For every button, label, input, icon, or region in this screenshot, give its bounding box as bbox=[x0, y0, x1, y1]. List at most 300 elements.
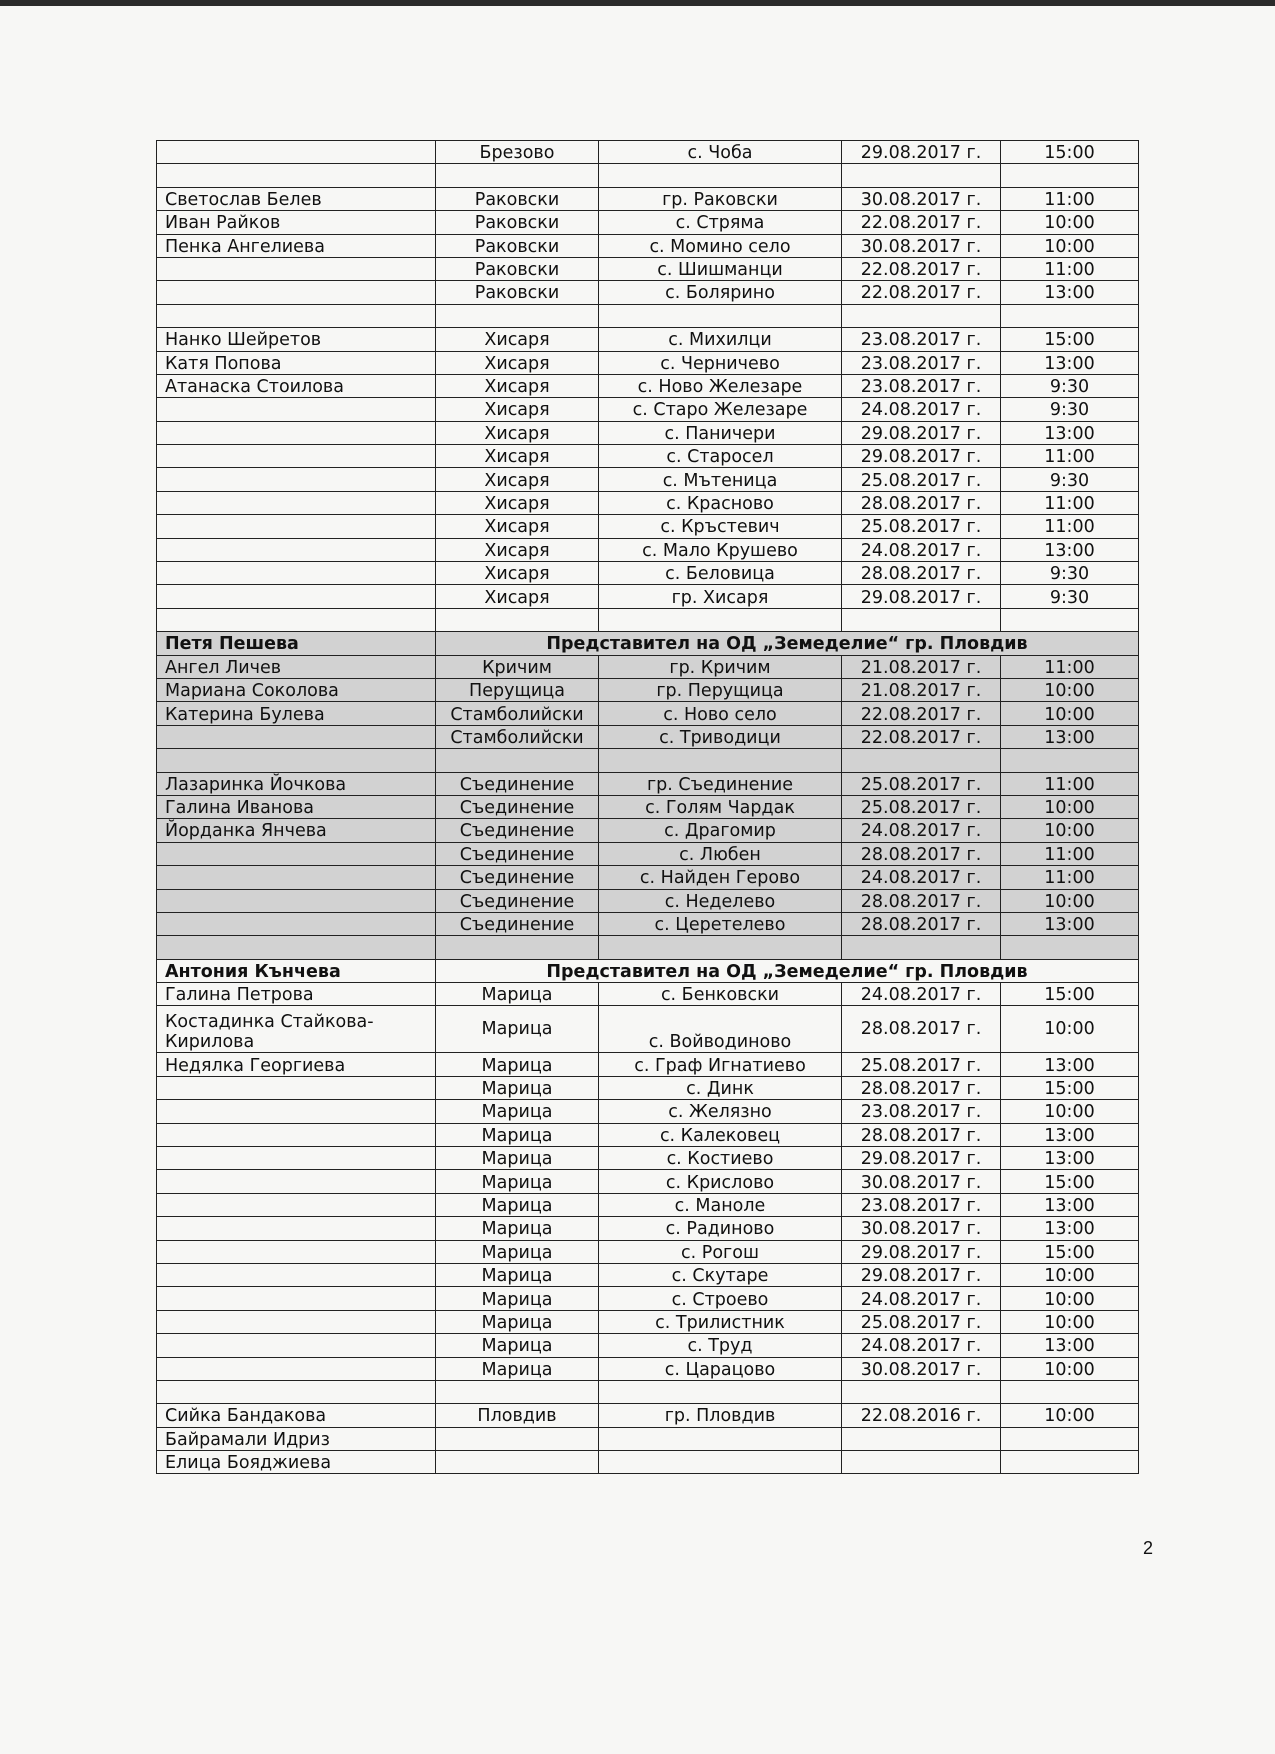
settlement-cell: гр. Съединение bbox=[599, 772, 842, 795]
municipality-cell: Раковски bbox=[436, 211, 599, 234]
time-cell bbox=[1001, 304, 1139, 327]
person-name-cell bbox=[157, 164, 436, 187]
settlement-cell: с. Трилистник bbox=[599, 1310, 842, 1333]
municipality-cell: Раковски bbox=[436, 187, 599, 210]
time-cell: 10:00 bbox=[1001, 234, 1139, 257]
person-name-cell bbox=[157, 468, 436, 491]
settlement-cell: с. Найден Герово bbox=[599, 866, 842, 889]
time-cell: 9:30 bbox=[1001, 562, 1139, 585]
date-cell: 24.08.2017 г. bbox=[842, 819, 1001, 842]
person-name-cell bbox=[157, 585, 436, 608]
time-cell: 10:00 bbox=[1001, 819, 1139, 842]
municipality-cell: Кричим bbox=[436, 655, 599, 678]
table-row bbox=[157, 866, 1139, 889]
settlement-cell: с. Момино село bbox=[599, 234, 842, 257]
time-cell: 10:00 bbox=[1001, 1263, 1139, 1286]
date-cell: 29.08.2017 г. bbox=[842, 421, 1001, 444]
municipality-cell: Марица bbox=[436, 1170, 599, 1193]
municipality-cell bbox=[436, 608, 599, 631]
person-name-cell bbox=[157, 1334, 436, 1357]
time-cell: 13:00 bbox=[1001, 1217, 1139, 1240]
person-name-cell bbox=[157, 1193, 436, 1216]
settlement-cell: гр. Перущица bbox=[599, 678, 842, 701]
person-name-cell: Катя Попова bbox=[157, 351, 436, 374]
date-cell: 24.08.2017 г. bbox=[842, 866, 1001, 889]
settlement-cell: с. Калековец bbox=[599, 1123, 842, 1146]
table-row bbox=[157, 421, 1139, 444]
date-cell bbox=[842, 164, 1001, 187]
time-cell bbox=[1001, 936, 1139, 959]
municipality-cell: Хисаря bbox=[436, 351, 599, 374]
person-name-cell bbox=[157, 304, 436, 327]
municipality-cell: Марица bbox=[436, 1053, 599, 1076]
person-name-cell: Нанко Шейретов bbox=[157, 328, 436, 351]
person-name-cell: Атанаска Стоилова bbox=[157, 374, 436, 397]
date-cell: 23.08.2017 г. bbox=[842, 351, 1001, 374]
person-name-cell bbox=[157, 889, 436, 912]
person-name-cell bbox=[157, 1380, 436, 1403]
table-row bbox=[157, 585, 1139, 608]
date-cell: 29.08.2017 г. bbox=[842, 1147, 1001, 1170]
table-row bbox=[157, 936, 1139, 959]
date-cell: 29.08.2017 г. bbox=[842, 445, 1001, 468]
time-cell bbox=[1001, 1380, 1139, 1403]
person-name-cell bbox=[157, 398, 436, 421]
settlement-cell bbox=[599, 304, 842, 327]
time-cell: 11:00 bbox=[1001, 257, 1139, 280]
municipality-cell: Хисаря bbox=[436, 421, 599, 444]
time-cell: 11:00 bbox=[1001, 866, 1139, 889]
date-cell: 22.08.2017 г. bbox=[842, 725, 1001, 748]
person-name-cell bbox=[157, 141, 436, 164]
person-name-cell: Ангел Личев bbox=[157, 655, 436, 678]
schedule-table bbox=[156, 140, 1139, 1474]
date-cell bbox=[842, 1427, 1001, 1450]
table-row bbox=[157, 1451, 1139, 1474]
table-row bbox=[157, 1217, 1139, 1240]
municipality-cell: Марица bbox=[436, 1006, 599, 1053]
time-cell: 10:00 bbox=[1001, 1357, 1139, 1380]
table-row bbox=[157, 211, 1139, 234]
date-cell bbox=[842, 1451, 1001, 1474]
municipality-cell bbox=[436, 164, 599, 187]
date-cell bbox=[842, 749, 1001, 772]
date-cell: 23.08.2017 г. bbox=[842, 328, 1001, 351]
municipality-cell bbox=[436, 304, 599, 327]
time-cell: 11:00 bbox=[1001, 772, 1139, 795]
time-cell bbox=[1001, 749, 1139, 772]
table-row bbox=[157, 234, 1139, 257]
table-row bbox=[157, 1310, 1139, 1333]
date-cell: 23.08.2017 г. bbox=[842, 1100, 1001, 1123]
time-cell: 15:00 bbox=[1001, 1240, 1139, 1263]
representative-organization: Представител на ОД „Земеделие“ гр. Пловдив bbox=[436, 632, 1139, 655]
table-row bbox=[157, 187, 1139, 210]
time-cell: 11:00 bbox=[1001, 655, 1139, 678]
table-row bbox=[157, 749, 1139, 772]
settlement-cell: с. Старосел bbox=[599, 445, 842, 468]
person-name-cell bbox=[157, 1263, 436, 1286]
person-name-cell bbox=[157, 842, 436, 865]
person-name-cell bbox=[157, 1170, 436, 1193]
table-row bbox=[157, 328, 1139, 351]
municipality-cell bbox=[436, 1380, 599, 1403]
person-name-cell bbox=[157, 1076, 436, 1099]
person-name-cell: Галина Иванова bbox=[157, 795, 436, 818]
date-cell bbox=[842, 608, 1001, 631]
person-name-cell: Катерина Булева bbox=[157, 702, 436, 725]
settlement-cell: с. Динк bbox=[599, 1076, 842, 1099]
settlement-cell: с. Мътеница bbox=[599, 468, 842, 491]
municipality-cell: Брезово bbox=[436, 141, 599, 164]
time-cell: 9:30 bbox=[1001, 398, 1139, 421]
settlement-cell: с. Любен bbox=[599, 842, 842, 865]
municipality-cell: Хисаря bbox=[436, 491, 599, 514]
time-cell: 10:00 bbox=[1001, 702, 1139, 725]
municipality-cell: Стамболийски bbox=[436, 702, 599, 725]
settlement-cell: с. Шишманци bbox=[599, 257, 842, 280]
settlement-cell bbox=[599, 1380, 842, 1403]
person-name-cell: Елица Бояджиева bbox=[157, 1451, 436, 1474]
municipality-cell: Марица bbox=[436, 1334, 599, 1357]
table-row bbox=[157, 1357, 1139, 1380]
table-row bbox=[157, 445, 1139, 468]
settlement-cell bbox=[599, 1451, 842, 1474]
date-cell: 28.08.2017 г. bbox=[842, 912, 1001, 935]
municipality-cell: Съединение bbox=[436, 772, 599, 795]
date-cell: 22.08.2017 г. bbox=[842, 281, 1001, 304]
person-name-cell bbox=[157, 866, 436, 889]
table-row bbox=[157, 398, 1139, 421]
representative-name: Антония Кънчева bbox=[157, 959, 436, 982]
settlement-cell: с. Чоба bbox=[599, 141, 842, 164]
municipality-cell: Марица bbox=[436, 1100, 599, 1123]
date-cell: 22.08.2017 г. bbox=[842, 211, 1001, 234]
table-row bbox=[157, 912, 1139, 935]
person-name-cell: Пенка Ангелиева bbox=[157, 234, 436, 257]
date-cell: 25.08.2017 г. bbox=[842, 772, 1001, 795]
person-name-cell bbox=[157, 1147, 436, 1170]
table-row bbox=[157, 1334, 1139, 1357]
settlement-cell: с. Церетелево bbox=[599, 912, 842, 935]
table-row bbox=[157, 1404, 1139, 1427]
time-cell: 15:00 bbox=[1001, 983, 1139, 1006]
date-cell: 21.08.2017 г. bbox=[842, 678, 1001, 701]
date-cell: 24.08.2017 г. bbox=[842, 983, 1001, 1006]
person-name-cell bbox=[157, 725, 436, 748]
municipality-cell: Хисаря bbox=[436, 515, 599, 538]
person-name-cell bbox=[157, 912, 436, 935]
municipality-cell: Съединение bbox=[436, 795, 599, 818]
person-name-cell: Сийка Бандакова bbox=[157, 1404, 436, 1427]
time-cell: 13:00 bbox=[1001, 1053, 1139, 1076]
person-name-cell: Лазаринка Йочкова bbox=[157, 772, 436, 795]
settlement-cell bbox=[599, 936, 842, 959]
date-cell: 28.08.2017 г. bbox=[842, 1006, 1001, 1053]
date-cell: 28.08.2017 г. bbox=[842, 842, 1001, 865]
time-cell: 9:30 bbox=[1001, 585, 1139, 608]
person-name-cell bbox=[157, 515, 436, 538]
person-name-cell bbox=[157, 936, 436, 959]
date-cell: 28.08.2017 г. bbox=[842, 562, 1001, 585]
time-cell bbox=[1001, 164, 1139, 187]
settlement-cell: с. Красново bbox=[599, 491, 842, 514]
table-row bbox=[157, 351, 1139, 374]
table-row bbox=[157, 1100, 1139, 1123]
settlement-cell: с. Строево bbox=[599, 1287, 842, 1310]
municipality-cell: Пловдив bbox=[436, 1404, 599, 1427]
time-cell: 13:00 bbox=[1001, 1193, 1139, 1216]
person-name-cell: Мариана Соколова bbox=[157, 678, 436, 701]
table-row bbox=[157, 468, 1139, 491]
table-row bbox=[157, 819, 1139, 842]
time-cell: 13:00 bbox=[1001, 421, 1139, 444]
date-cell: 25.08.2017 г. bbox=[842, 1053, 1001, 1076]
time-cell: 10:00 bbox=[1001, 1006, 1139, 1053]
date-cell: 28.08.2017 г. bbox=[842, 1076, 1001, 1099]
table-row bbox=[157, 725, 1139, 748]
person-name-cell: Галина Петрова bbox=[157, 983, 436, 1006]
date-cell: 30.08.2017 г. bbox=[842, 1357, 1001, 1380]
table-row bbox=[157, 655, 1139, 678]
table-row bbox=[157, 1076, 1139, 1099]
settlement-cell: с. Крислово bbox=[599, 1170, 842, 1193]
municipality-cell: Съединение bbox=[436, 842, 599, 865]
person-name-cell: Костадинка Стайкова-Кирилова bbox=[157, 1006, 436, 1053]
settlement-cell: с. Беловица bbox=[599, 562, 842, 585]
time-cell: 10:00 bbox=[1001, 889, 1139, 912]
person-name-cell: Недялка Георгиева bbox=[157, 1053, 436, 1076]
time-cell: 11:00 bbox=[1001, 187, 1139, 210]
settlement-cell: с. Царацово bbox=[599, 1357, 842, 1380]
settlement-cell: гр. Кричим bbox=[599, 655, 842, 678]
person-name-cell: Йорданка Янчева bbox=[157, 819, 436, 842]
person-name-cell: Светослав Белев bbox=[157, 187, 436, 210]
table-row bbox=[157, 1193, 1139, 1216]
settlement-cell: с. Ново село bbox=[599, 702, 842, 725]
time-cell: 13:00 bbox=[1001, 725, 1139, 748]
date-cell: 25.08.2017 г. bbox=[842, 1310, 1001, 1333]
date-cell: 23.08.2017 г. bbox=[842, 1193, 1001, 1216]
municipality-cell: Стамболийски bbox=[436, 725, 599, 748]
table-row bbox=[157, 795, 1139, 818]
table-row bbox=[157, 983, 1139, 1006]
settlement-cell: с. Ново Железаре bbox=[599, 374, 842, 397]
time-cell: 11:00 bbox=[1001, 445, 1139, 468]
date-cell: 25.08.2017 г. bbox=[842, 468, 1001, 491]
municipality-cell: Раковски bbox=[436, 281, 599, 304]
settlement-cell: с. Желязно bbox=[599, 1100, 842, 1123]
date-cell: 29.08.2017 г. bbox=[842, 585, 1001, 608]
person-name-cell bbox=[157, 608, 436, 631]
table-row bbox=[157, 1006, 1139, 1053]
municipality-cell bbox=[436, 936, 599, 959]
municipality-cell: Съединение bbox=[436, 889, 599, 912]
settlement-cell: с. Голям Чардак bbox=[599, 795, 842, 818]
settlement-cell: с. Труд bbox=[599, 1334, 842, 1357]
municipality-cell: Марица bbox=[436, 1123, 599, 1146]
settlement-cell bbox=[599, 749, 842, 772]
person-name-cell bbox=[157, 1240, 436, 1263]
settlement-cell: с. Стряма bbox=[599, 211, 842, 234]
date-cell: 30.08.2017 г. bbox=[842, 234, 1001, 257]
table-row bbox=[157, 1380, 1139, 1403]
date-cell: 29.08.2017 г. bbox=[842, 1263, 1001, 1286]
table-row bbox=[157, 491, 1139, 514]
municipality-cell: Марица bbox=[436, 1310, 599, 1333]
municipality-cell: Хисаря bbox=[436, 374, 599, 397]
municipality-cell: Марица bbox=[436, 1240, 599, 1263]
time-cell: 11:00 bbox=[1001, 491, 1139, 514]
table-row bbox=[157, 1123, 1139, 1146]
person-name-cell bbox=[157, 1217, 436, 1240]
time-cell: 15:00 bbox=[1001, 328, 1139, 351]
municipality-cell: Съединение bbox=[436, 819, 599, 842]
municipality-cell: Марица bbox=[436, 1076, 599, 1099]
date-cell bbox=[842, 304, 1001, 327]
time-cell bbox=[1001, 1427, 1139, 1450]
municipality-cell: Марица bbox=[436, 1217, 599, 1240]
date-cell: 24.08.2017 г. bbox=[842, 1287, 1001, 1310]
time-cell: 13:00 bbox=[1001, 1147, 1139, 1170]
settlement-cell: с. Болярино bbox=[599, 281, 842, 304]
date-cell: 24.08.2017 г. bbox=[842, 1334, 1001, 1357]
municipality-cell: Марица bbox=[436, 1357, 599, 1380]
settlement-cell: с. Радиново bbox=[599, 1217, 842, 1240]
table-row bbox=[157, 1147, 1139, 1170]
settlement-cell: с. Рогош bbox=[599, 1240, 842, 1263]
time-cell: 10:00 bbox=[1001, 678, 1139, 701]
table-row bbox=[157, 1053, 1139, 1076]
person-name-cell bbox=[157, 1100, 436, 1123]
time-cell: 11:00 bbox=[1001, 515, 1139, 538]
time-cell: 11:00 bbox=[1001, 842, 1139, 865]
time-cell: 10:00 bbox=[1001, 1310, 1139, 1333]
table-row bbox=[157, 515, 1139, 538]
date-cell: 25.08.2017 г. bbox=[842, 795, 1001, 818]
municipality-cell: Марица bbox=[436, 1193, 599, 1216]
time-cell: 13:00 bbox=[1001, 1334, 1139, 1357]
table-row bbox=[157, 1170, 1139, 1193]
person-name-cell: Иван Райков bbox=[157, 211, 436, 234]
time-cell: 13:00 bbox=[1001, 281, 1139, 304]
settlement-cell bbox=[599, 608, 842, 631]
date-cell: 28.08.2017 г. bbox=[842, 889, 1001, 912]
settlement-cell: с. Скутаре bbox=[599, 1263, 842, 1286]
date-cell: 29.08.2017 г. bbox=[842, 141, 1001, 164]
time-cell: 10:00 bbox=[1001, 1100, 1139, 1123]
table-row bbox=[157, 678, 1139, 701]
table-row bbox=[157, 842, 1139, 865]
table-row bbox=[157, 1263, 1139, 1286]
time-cell: 10:00 bbox=[1001, 1404, 1139, 1427]
settlement-cell bbox=[599, 1427, 842, 1450]
settlement-cell: с. Михилци bbox=[599, 328, 842, 351]
table-row bbox=[157, 164, 1139, 187]
table-row bbox=[157, 281, 1139, 304]
settlement-cell: гр. Пловдив bbox=[599, 1404, 842, 1427]
date-cell bbox=[842, 936, 1001, 959]
settlement-cell: с. Войводиново bbox=[599, 1006, 842, 1053]
representative-organization: Представител на ОД „Земеделие“ гр. Пловдив bbox=[436, 959, 1139, 982]
schedule-body bbox=[157, 141, 1139, 1474]
municipality-cell bbox=[436, 1451, 599, 1474]
municipality-cell: Съединение bbox=[436, 866, 599, 889]
date-cell: 21.08.2017 г. bbox=[842, 655, 1001, 678]
table-row bbox=[157, 889, 1139, 912]
table-row bbox=[157, 562, 1139, 585]
municipality-cell: Перущица bbox=[436, 678, 599, 701]
table-row bbox=[157, 702, 1139, 725]
representative-name: Петя Пешева bbox=[157, 632, 436, 655]
municipality-cell: Марица bbox=[436, 1147, 599, 1170]
table-row bbox=[157, 1240, 1139, 1263]
settlement-cell: с. Граф Игнатиево bbox=[599, 1053, 842, 1076]
municipality-cell: Раковски bbox=[436, 234, 599, 257]
settlement-cell: с. Мало Крушево bbox=[599, 538, 842, 561]
municipality-cell: Хисаря bbox=[436, 398, 599, 421]
settlement-cell: с. Неделево bbox=[599, 889, 842, 912]
settlement-cell: с. Костиево bbox=[599, 1147, 842, 1170]
municipality-cell: Хисаря bbox=[436, 562, 599, 585]
table-row bbox=[157, 374, 1139, 397]
time-cell: 13:00 bbox=[1001, 351, 1139, 374]
person-name-cell bbox=[157, 491, 436, 514]
representative-row bbox=[157, 632, 1139, 655]
time-cell bbox=[1001, 1451, 1139, 1474]
person-name-cell bbox=[157, 257, 436, 280]
person-name-cell bbox=[157, 1287, 436, 1310]
time-cell: 9:30 bbox=[1001, 468, 1139, 491]
date-cell: 29.08.2017 г. bbox=[842, 1240, 1001, 1263]
settlement-cell: с. Маноле bbox=[599, 1193, 842, 1216]
date-cell: 22.08.2016 г. bbox=[842, 1404, 1001, 1427]
table-row bbox=[157, 141, 1139, 164]
municipality-cell: Хисаря bbox=[436, 445, 599, 468]
settlement-cell: с. Кръстевич bbox=[599, 515, 842, 538]
time-cell: 10:00 bbox=[1001, 211, 1139, 234]
date-cell: 28.08.2017 г. bbox=[842, 1123, 1001, 1146]
time-cell: 13:00 bbox=[1001, 538, 1139, 561]
time-cell: 13:00 bbox=[1001, 912, 1139, 935]
settlement-cell bbox=[599, 164, 842, 187]
time-cell: 10:00 bbox=[1001, 795, 1139, 818]
time-cell: 15:00 bbox=[1001, 1170, 1139, 1193]
date-cell: 30.08.2017 г. bbox=[842, 1217, 1001, 1240]
person-name-cell bbox=[157, 281, 436, 304]
date-cell: 30.08.2017 г. bbox=[842, 187, 1001, 210]
time-cell: 13:00 bbox=[1001, 1123, 1139, 1146]
municipality-cell: Хисаря bbox=[436, 328, 599, 351]
municipality-cell: Марица bbox=[436, 1263, 599, 1286]
time-cell: 15:00 bbox=[1001, 141, 1139, 164]
date-cell: 22.08.2017 г. bbox=[842, 702, 1001, 725]
date-cell: 23.08.2017 г. bbox=[842, 374, 1001, 397]
person-name-cell bbox=[157, 562, 436, 585]
date-cell: 30.08.2017 г. bbox=[842, 1170, 1001, 1193]
municipality-cell bbox=[436, 1427, 599, 1450]
date-cell bbox=[842, 1380, 1001, 1403]
scan-top-edge bbox=[0, 0, 1275, 6]
person-name-cell bbox=[157, 445, 436, 468]
date-cell: 24.08.2017 г. bbox=[842, 538, 1001, 561]
time-cell: 15:00 bbox=[1001, 1076, 1139, 1099]
municipality-cell: Хисаря bbox=[436, 585, 599, 608]
person-name-cell bbox=[157, 1310, 436, 1333]
table-row bbox=[157, 772, 1139, 795]
representative-row bbox=[157, 959, 1139, 982]
settlement-cell: с. Паничери bbox=[599, 421, 842, 444]
